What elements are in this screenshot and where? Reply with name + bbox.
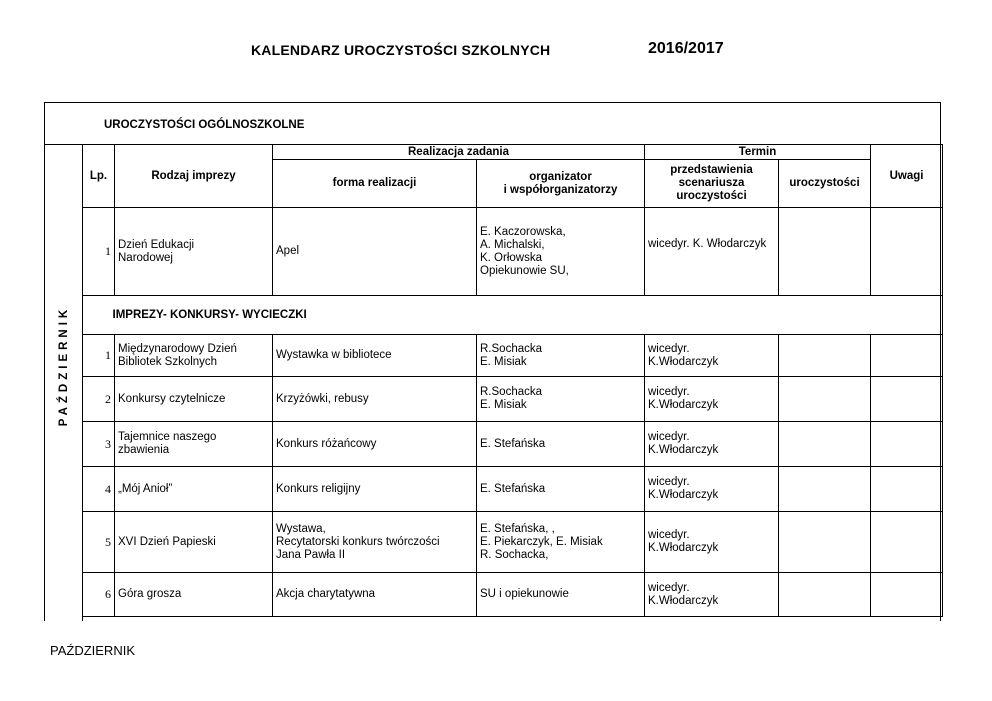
section-title-events: IMPREZY- KONKURSY- WYCIECZKI xyxy=(83,296,943,335)
table-row xyxy=(83,422,943,467)
cell-przedstawienia: wicedyr. K.Włodarczyk xyxy=(645,467,779,512)
cell-przedstawienia: wicedyr. K. Włodarczyk xyxy=(645,208,779,296)
cell-organizator: E. Kaczorowska, A. Michalski, K. Orłowska Opiekunowie SU, xyxy=(477,208,645,296)
section-title-general: UROCZYSTOŚCI OGÓLNOSZKOLNE xyxy=(104,119,305,131)
cell-forma: Krzyżówki, rebusy xyxy=(273,377,477,422)
cell-rodzaj: Konkursy czytelnicze xyxy=(115,377,273,422)
cell-forma: Wystawa, Recytatorski konkurs twórczości Jana Pawła II xyxy=(273,512,477,573)
header-uroczystosci: uroczystości xyxy=(779,160,871,208)
table-row xyxy=(83,377,943,422)
cell-lp: 1 xyxy=(83,335,115,377)
cell-uwagi xyxy=(871,573,943,617)
table-row xyxy=(83,208,943,296)
table-row xyxy=(83,335,943,377)
cell-forma: Akcja charytatywna xyxy=(273,573,477,617)
header-uwagi: Uwagi xyxy=(871,145,943,208)
month-vertical-label xyxy=(52,296,76,436)
cell-organizator: E. Stefańska, , E. Piekarczyk, E. Misiak R. Sochacka, xyxy=(477,512,645,573)
month-vertical-text: PAŹDZIERNIK xyxy=(58,305,70,427)
cell-przedstawienia: wicedyr. K.Włodarczyk xyxy=(645,573,779,617)
table-row xyxy=(83,573,943,617)
cell-uwagi xyxy=(871,377,943,422)
header-forma: forma realizacji xyxy=(273,160,477,208)
cell-przedstawienia: wicedyr. K.Włodarczyk xyxy=(645,422,779,467)
header-realizacja: Realizacja zadania xyxy=(273,145,645,160)
cell-uwagi xyxy=(871,335,943,377)
cell-przedstawienia: wicedyr. K.Włodarczyk xyxy=(645,377,779,422)
footer-month: PAŹDZIERNIK xyxy=(50,643,135,658)
cell-rodzaj: Tajemnice naszego zbawienia xyxy=(115,422,273,467)
cell-organizator: E. Stefańska xyxy=(477,422,645,467)
document-title: KALENDARZ UROCZYSTOŚCI SZKOLNYCH xyxy=(251,42,551,58)
cell-rodzaj: Międzynarodowy Dzień Bibliotek Szkolnych xyxy=(115,335,273,377)
cell-uroczystosci xyxy=(779,208,871,296)
cell-uwagi xyxy=(871,512,943,573)
header-przedstawienia: przedstawienia scenariusza uroczystości xyxy=(645,160,779,208)
cell-przedstawienia: wicedyr. K.Włodarczyk xyxy=(645,335,779,377)
cell-forma: Apel xyxy=(273,208,477,296)
cell-forma: Wystawka w bibliotece xyxy=(273,335,477,377)
cell-organizator: R.Sochacka E. Misiak xyxy=(477,377,645,422)
cell-forma: Konkurs religijny xyxy=(273,467,477,512)
cell-lp: 3 xyxy=(83,422,115,467)
section-row xyxy=(83,296,943,335)
cell-organizator: R.Sochacka E. Misiak xyxy=(477,335,645,377)
cell-uwagi xyxy=(871,467,943,512)
cell-rodzaj: Dzień Edukacji Narodowej xyxy=(115,208,273,296)
cell-uwagi xyxy=(871,422,943,467)
cell-rodzaj: XVI Dzień Papieski xyxy=(115,512,273,573)
header-organizator: organizator i współorganizatorzy xyxy=(477,160,645,208)
cell-uroczystosci xyxy=(779,335,871,377)
cell-uroczystosci xyxy=(779,422,871,467)
cell-uroczystosci xyxy=(779,467,871,512)
cell-forma: Konkurs różańcowy xyxy=(273,422,477,467)
cell-przedstawienia: wicedyr. K.Włodarczyk xyxy=(645,512,779,573)
cell-rodzaj: Góra grosza xyxy=(115,573,273,617)
cell-uroczystosci xyxy=(779,377,871,422)
header-rodzaj: Rodzaj imprezy xyxy=(115,145,273,208)
header-lp: Lp. xyxy=(83,145,115,208)
cell-rodzaj: „Mój Anioł” xyxy=(115,467,273,512)
header-termin: Termin xyxy=(645,145,871,160)
cell-organizator: SU i opiekunowie xyxy=(477,573,645,617)
cell-lp: 2 xyxy=(83,377,115,422)
cell-uroczystosci xyxy=(779,573,871,617)
cell-lp: 5 xyxy=(83,512,115,573)
cell-organizator: E. Stefańska xyxy=(477,467,645,512)
table-row xyxy=(83,467,943,512)
cell-lp: 4 xyxy=(83,467,115,512)
table-row xyxy=(83,512,943,573)
cell-uwagi xyxy=(871,208,943,296)
cell-uroczystosci xyxy=(779,512,871,573)
events-table xyxy=(82,144,943,617)
cell-lp: 1 xyxy=(83,208,115,296)
school-year: 2016/2017 xyxy=(648,40,724,57)
cell-lp: 6 xyxy=(83,573,115,617)
